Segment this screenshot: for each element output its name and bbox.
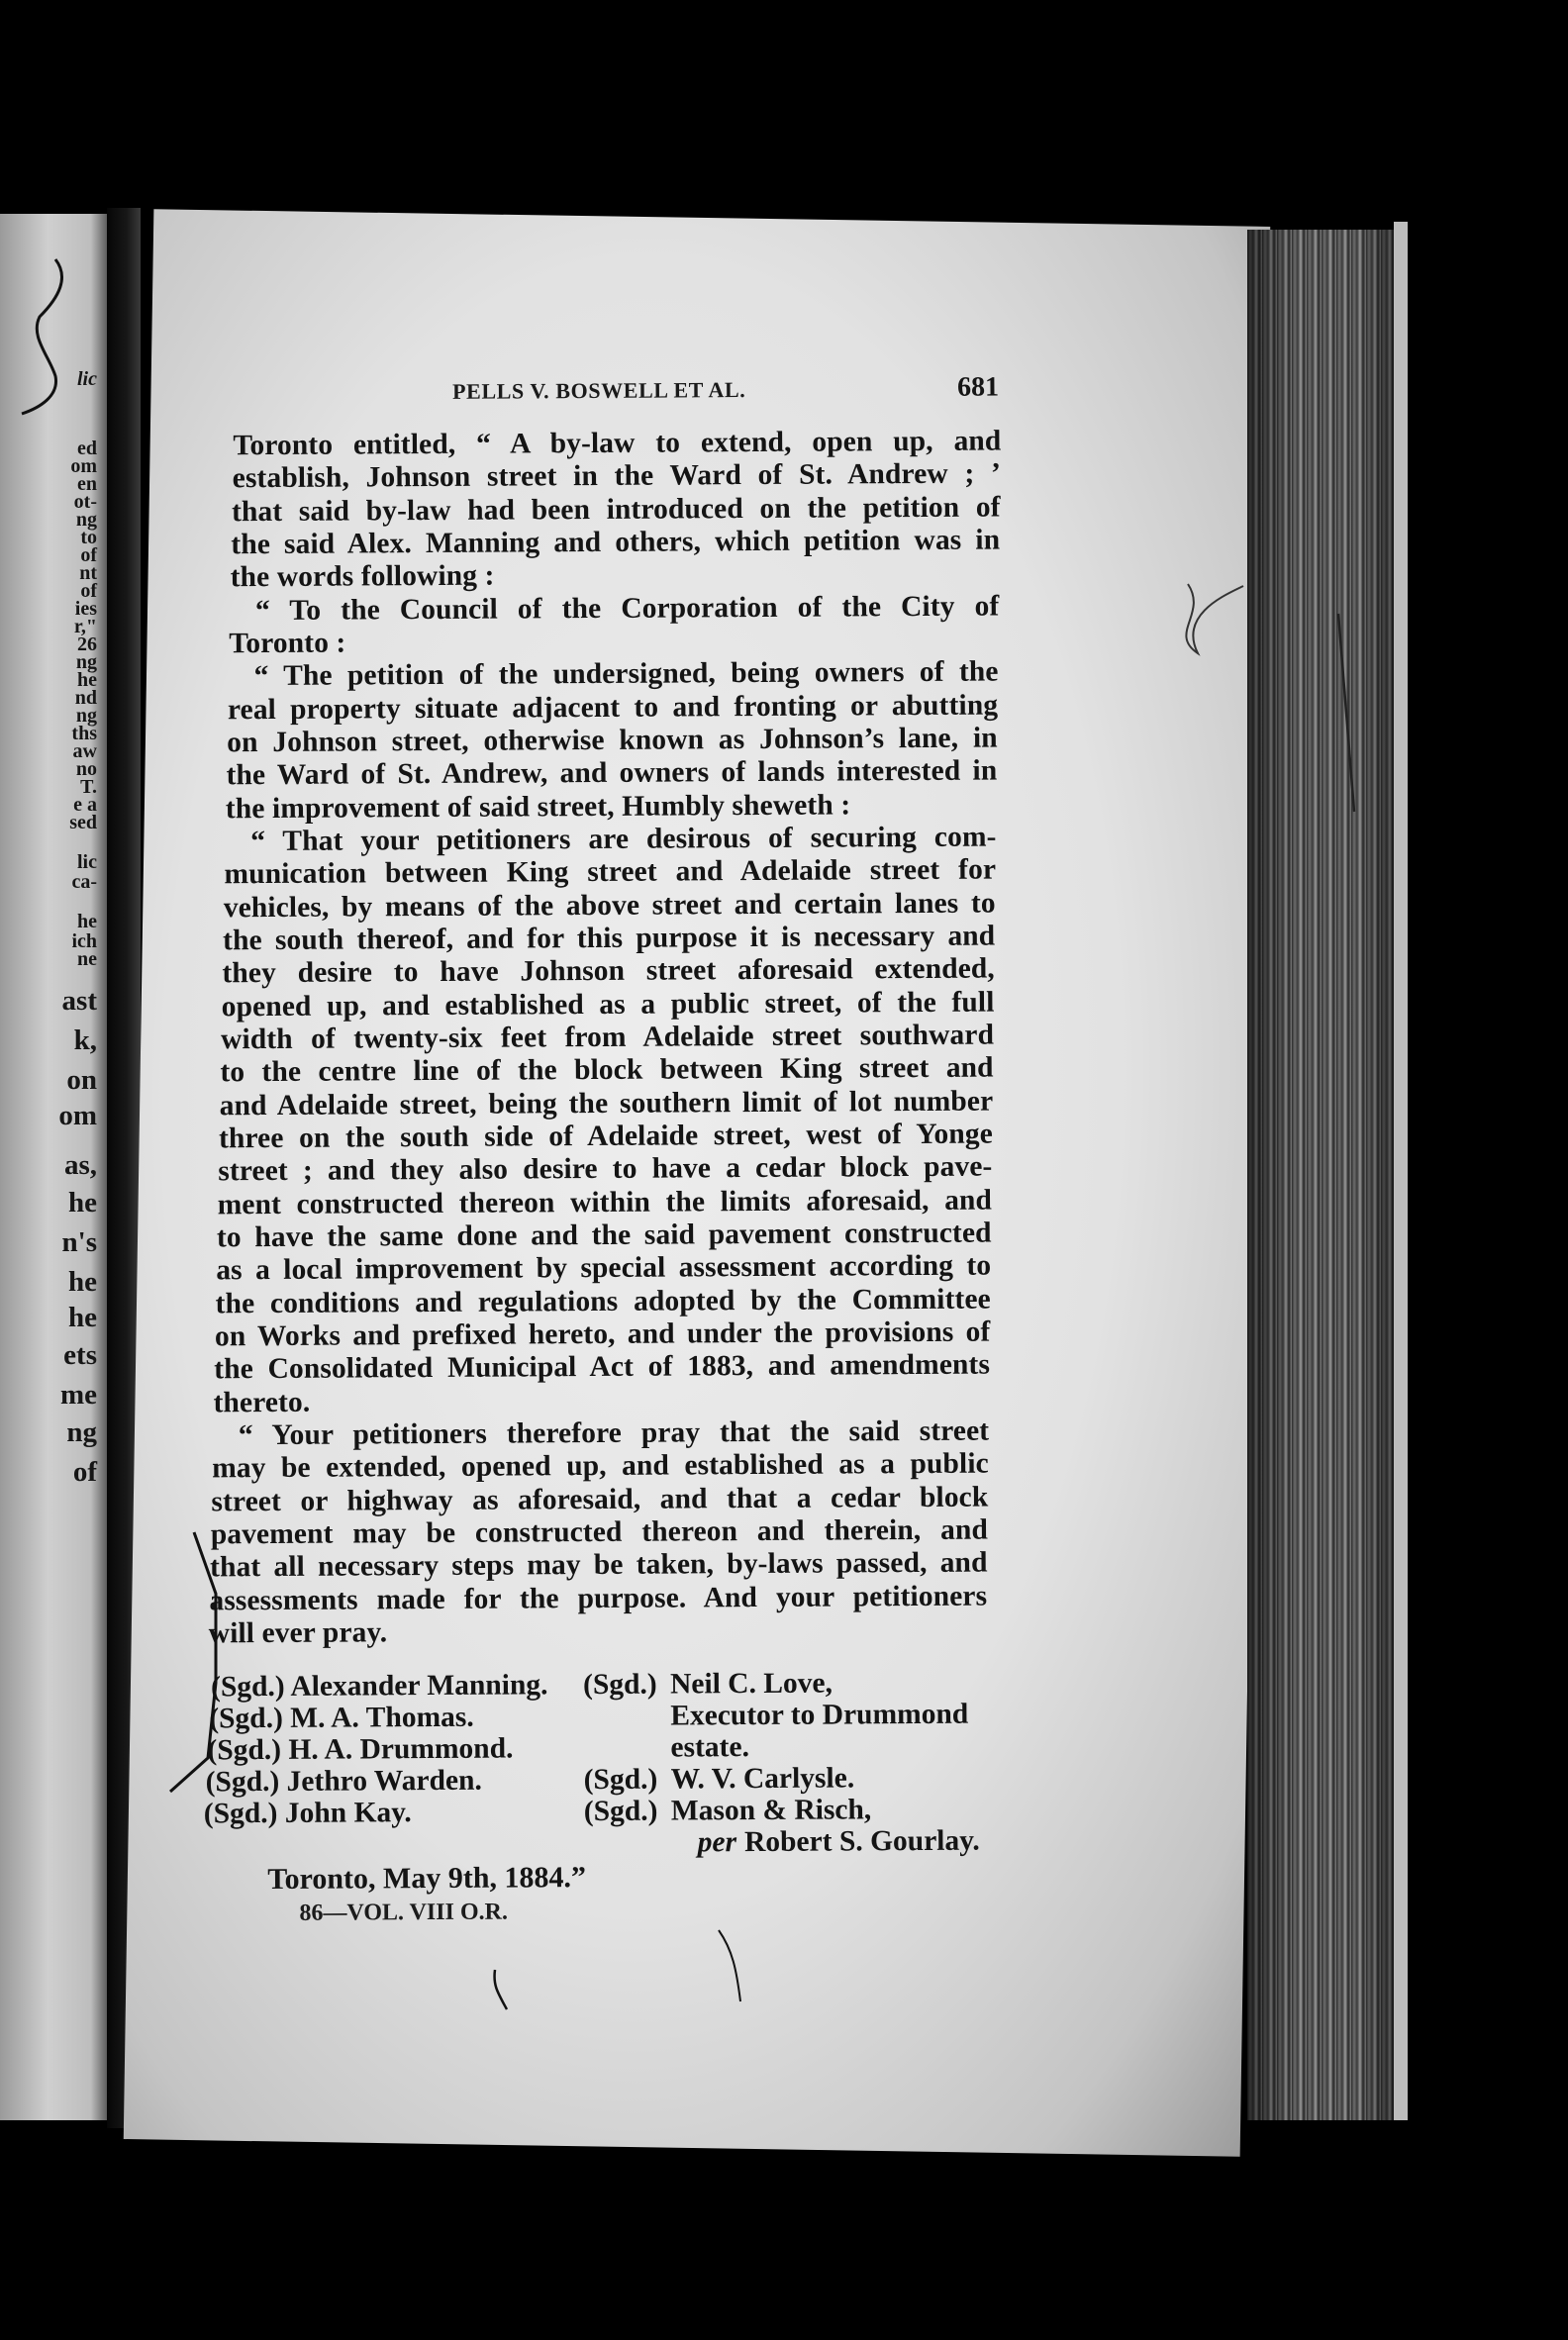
- body-line: establish, Johnson street in the Ward of St. Andrew ; ’: [232, 457, 1002, 495]
- left-page-fragment: sed: [69, 812, 97, 833]
- left-page-fragment: nt: [79, 562, 97, 584]
- body-line: Toronto entitled, “ A by-law to extend, open up, and: [233, 425, 1002, 462]
- body-line: vehicles, by means of the above street and certain lanes to: [223, 887, 996, 924]
- body-line: on Johnson street, otherwise known as Johnson’s lane, in: [227, 722, 998, 759]
- left-page-fragment: n's: [61, 1226, 97, 1258]
- left-page-fragment: as,: [63, 1149, 97, 1181]
- body-line: and Adelaide street, being the southern limit of lot number: [219, 1085, 994, 1121]
- body-line: the conditions and regulations adopted by the Committee: [215, 1283, 991, 1319]
- pencil-mark-scribble: [1186, 584, 1243, 653]
- left-page-fragment: ng: [75, 509, 97, 531]
- left-page-fragment: ths: [71, 723, 97, 744]
- left-page-fragment: he: [68, 1302, 97, 1333]
- left-page-fragment: ets: [63, 1339, 97, 1371]
- body-line: the said Alex. Manning and others, which petition was in: [231, 524, 1001, 561]
- running-head: PELLS V. BOSWELL ET AL.: [452, 377, 746, 404]
- left-page-fragment: e a: [73, 794, 97, 816]
- body-line: “ Your petitioners therefore pray that the said street: [238, 1414, 990, 1452]
- left-page-fragment: ed: [77, 438, 97, 459]
- body-line: real property situate adjacent to and fronting or abutting: [227, 689, 999, 726]
- signatory-name: Neil C. Love,: [669, 1667, 833, 1701]
- pencil-mark-left-margin: [22, 259, 62, 414]
- signature-prefix: (Sgd.): [205, 1765, 280, 1799]
- body-line: “ The petition of the undersigned, being owners of the: [253, 655, 999, 693]
- body-line: assessments made for the purpose. And your petitioners: [209, 1580, 988, 1617]
- pencil-mark-bracket: [170, 1532, 216, 1792]
- body-line: “ To the Council of the Corporation of the City of: [254, 590, 1000, 627]
- left-page-fragment: aw: [72, 740, 97, 762]
- left-page-fragment: on: [66, 1064, 97, 1096]
- body-line: may be extended, opened up, and established as a public: [212, 1447, 989, 1485]
- left-page-fragment: of: [80, 580, 97, 602]
- left-page-fragment: T.: [80, 776, 97, 798]
- signature-prefix: per: [697, 1826, 737, 1859]
- pencil-mark-right-margin: [1338, 614, 1354, 812]
- left-page-fragment: ot-: [73, 491, 97, 513]
- body-line: that said by-law had been introduced on the petition of: [231, 491, 1001, 528]
- left-page-fragment: to: [80, 527, 97, 548]
- left-page-fragment: ca-: [71, 871, 97, 893]
- left-page-fragment: lic: [77, 851, 97, 873]
- left-page-fragment: om: [58, 1100, 97, 1131]
- body-line: three on the south side of Adelaide street, west of Yonge: [218, 1118, 993, 1155]
- body-line: as a local improvement by special assessment according to: [216, 1249, 992, 1287]
- signatory-name: Alexander Manning.: [284, 1669, 548, 1703]
- signatory-name: Robert S. Gourlay.: [743, 1824, 980, 1859]
- left-page-fragment: ng: [75, 651, 97, 673]
- left-page-fragment: nd: [74, 687, 97, 709]
- left-page-fragment: of: [80, 544, 97, 566]
- body-line: opened up, and established as a public street, of the full: [221, 986, 995, 1023]
- signature-prefix: (Sgd.): [209, 1702, 283, 1735]
- signature-prefix: (Sgd.): [583, 1795, 658, 1828]
- body-line: thereto.: [213, 1386, 311, 1419]
- left-page-fragment: en: [77, 473, 97, 495]
- left-page-fragment: of: [72, 1456, 97, 1488]
- body-line: the Consolidated Municipal Act of 1883, and amendments: [214, 1348, 991, 1386]
- signature-mark: 86—VOL. VIII O.R.: [299, 1899, 508, 1926]
- body-line: they desire to have Johnson street aforesaid extended,: [222, 952, 995, 990]
- left-page-fragment: he: [68, 1266, 97, 1298]
- left-page-fragment: ast: [61, 985, 97, 1017]
- signatory-name: W. V. Carlysle.: [670, 1762, 855, 1796]
- left-page-fragment: ng: [66, 1416, 97, 1448]
- body-line: pavement may be constructed thereon and therein, and: [210, 1513, 989, 1551]
- body-line: width of twenty-six feet from Adelaide street southward: [220, 1019, 995, 1056]
- left-page-fragment: ne: [77, 948, 97, 970]
- signatory-name: Mason & Risch,: [670, 1794, 872, 1827]
- body-line: street ; and they also desire to have a cedar block pave-: [218, 1150, 993, 1188]
- signatory-name: estate.: [670, 1731, 750, 1764]
- left-page-fragment: no: [75, 758, 97, 780]
- body-line: the Ward of St. Andrew, and owners of lands interested in: [226, 754, 998, 792]
- signatory-name: H. A. Drummond.: [280, 1732, 514, 1766]
- left-page-fragment: om: [70, 455, 97, 477]
- signatory-name: John Kay.: [277, 1797, 412, 1829]
- body-line: to have the same done and the said pavement constructed: [216, 1217, 992, 1254]
- body-line: “ That your petitioners are desirous of securing com-: [250, 821, 997, 858]
- body-line: to the centre line of the block between King street and: [220, 1051, 994, 1089]
- body-line: will ever pray.: [208, 1616, 388, 1650]
- body-line: the words following :: [230, 559, 495, 594]
- signatory-name: Jethro Warden.: [279, 1764, 482, 1798]
- body-line: munication between King street and Adelaide street for: [224, 853, 997, 891]
- signature-prefix: (Sgd.): [203, 1797, 278, 1830]
- body-line: the south thereof, and for this purpose it is necessary and: [223, 920, 996, 957]
- page-number: 681: [956, 371, 1000, 403]
- left-page-fragment: he: [68, 1187, 97, 1219]
- left-page-fragment: he: [77, 911, 97, 932]
- signature-prefix: (Sgd.): [582, 1668, 657, 1702]
- date-line: Toronto, May 9th, 1884.”: [267, 1861, 587, 1897]
- left-page-fragment: lic: [77, 368, 97, 390]
- pencil-mark-tick: [495, 1970, 508, 2009]
- left-page-fragment: he: [77, 669, 97, 691]
- left-page-fragment: 26: [77, 634, 97, 655]
- signature-prefix: (Sgd.): [583, 1763, 658, 1797]
- signature-prefix: (Sgd.): [207, 1733, 282, 1767]
- signature-prefix: (Sgd.): [210, 1670, 285, 1704]
- pencil-mark-tick-2: [719, 1930, 740, 2001]
- left-page-fragment: r,": [73, 616, 97, 637]
- left-page-fragment: ies: [74, 598, 97, 620]
- body-line: Toronto :: [229, 627, 346, 660]
- body-line: on Works and prefixed hereto, and under the provisions of: [214, 1316, 991, 1353]
- left-page-fragment: ng: [75, 705, 97, 727]
- signatory-name: Executor to Drummond: [670, 1698, 969, 1732]
- left-page-fragment: me: [59, 1379, 97, 1411]
- body-line: ment constructed thereon within the limits aforesaid, and: [217, 1184, 993, 1220]
- body-line: the improvement of said street, Humbly sheweth :: [225, 789, 851, 825]
- signatory-name: M. A. Thomas.: [282, 1701, 474, 1734]
- left-page-fragment: k,: [73, 1024, 97, 1056]
- left-page-fragment: ich: [71, 930, 97, 952]
- body-line: that all necessary steps may be taken, by-laws passed, and: [210, 1546, 988, 1584]
- body-line: street or highway as aforesaid, and that a cedar block: [211, 1481, 989, 1518]
